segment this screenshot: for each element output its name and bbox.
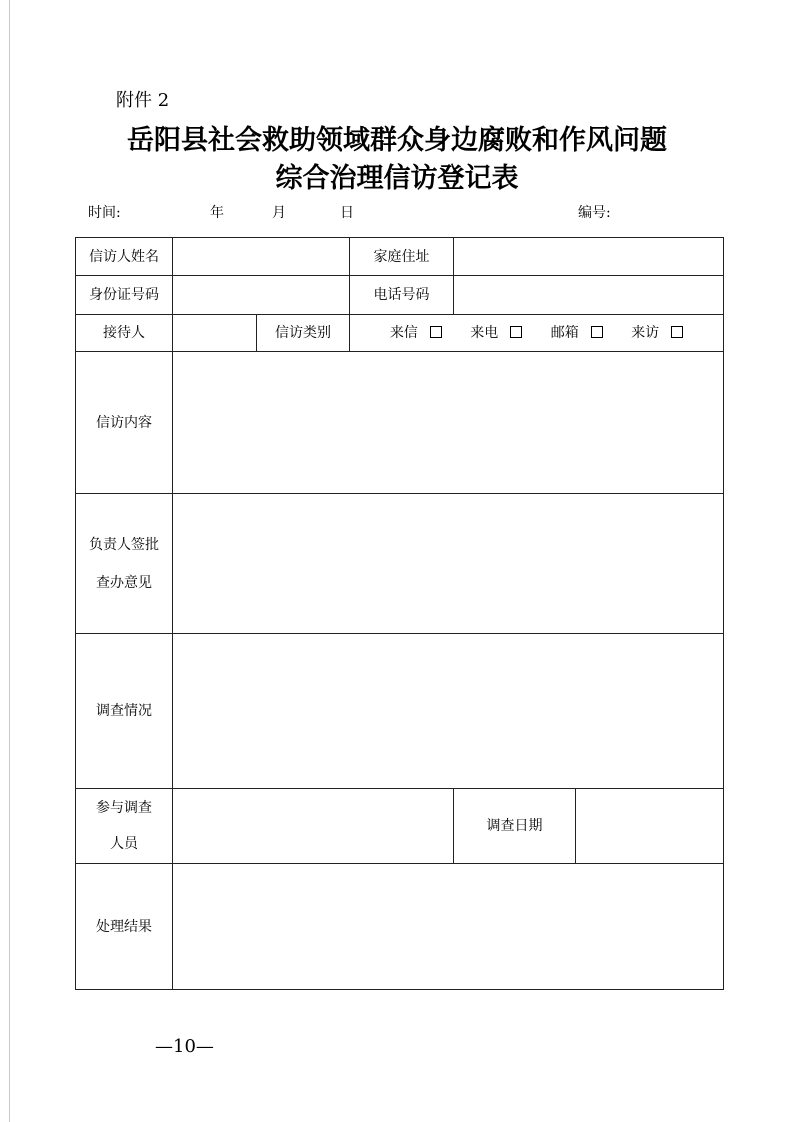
content-label: 信访内容 [76,352,173,494]
type-option-letter[interactable]: 来信 [384,318,448,348]
registration-form-table [75,237,724,990]
checkbox-icon[interactable] [591,326,603,338]
petition-type-options [350,315,724,352]
page-number: —10— [155,1036,214,1057]
name-label: 信访人姓名 [76,238,173,276]
type-option-phone[interactable]: 来电 [464,318,528,348]
petition-type-label: 信访类别 [257,315,350,352]
participants-label-line1: 参与调查 [96,800,152,816]
approval-label-line2: 查办意见 [96,574,152,591]
id-number-label: 身份证号码 [76,276,173,315]
approval-label [76,494,173,634]
form-title-line2: 综合治理信访登记表 [275,163,519,194]
checkbox-icon[interactable] [671,326,683,338]
investigation-field[interactable] [173,634,724,789]
participants-label [76,789,173,864]
result-label: 处理结果 [76,864,173,990]
attachment-label: 附件 2 [116,90,170,111]
type-option-mailbox[interactable]: 邮箱 [545,318,609,348]
investigation-date-label: 调查日期 [454,789,576,864]
approval-label-line1: 负责人签批 [89,536,159,553]
month-label: 月 [272,205,286,221]
phone-field[interactable] [454,276,724,315]
approval-field[interactable] [173,494,724,634]
participants-field[interactable] [173,789,454,864]
name-field[interactable] [173,238,350,276]
id-number-field[interactable] [173,276,350,315]
address-label: 家庭住址 [350,238,454,276]
year-label: 年 [210,205,224,221]
form-title-line1: 岳阳县社会救助领域群众身边腐败和作风问题 [127,125,667,156]
checkbox-icon[interactable] [430,326,442,338]
participants-label-line2: 人员 [110,836,138,852]
address-field[interactable] [454,238,724,276]
time-label: 时间: [88,205,121,221]
checkbox-icon[interactable] [510,326,522,338]
number-label: 编号: [578,205,611,221]
investigation-date-field[interactable] [576,789,724,864]
phone-label: 电话号码 [350,276,454,315]
investigation-label: 调查情况 [76,634,173,789]
receiver-field[interactable] [173,315,257,352]
result-field[interactable] [173,864,724,990]
day-label: 日 [340,205,354,221]
type-option-visit[interactable]: 来访 [625,318,689,348]
receiver-label: 接待人 [76,315,173,352]
content-field[interactable] [173,352,724,494]
